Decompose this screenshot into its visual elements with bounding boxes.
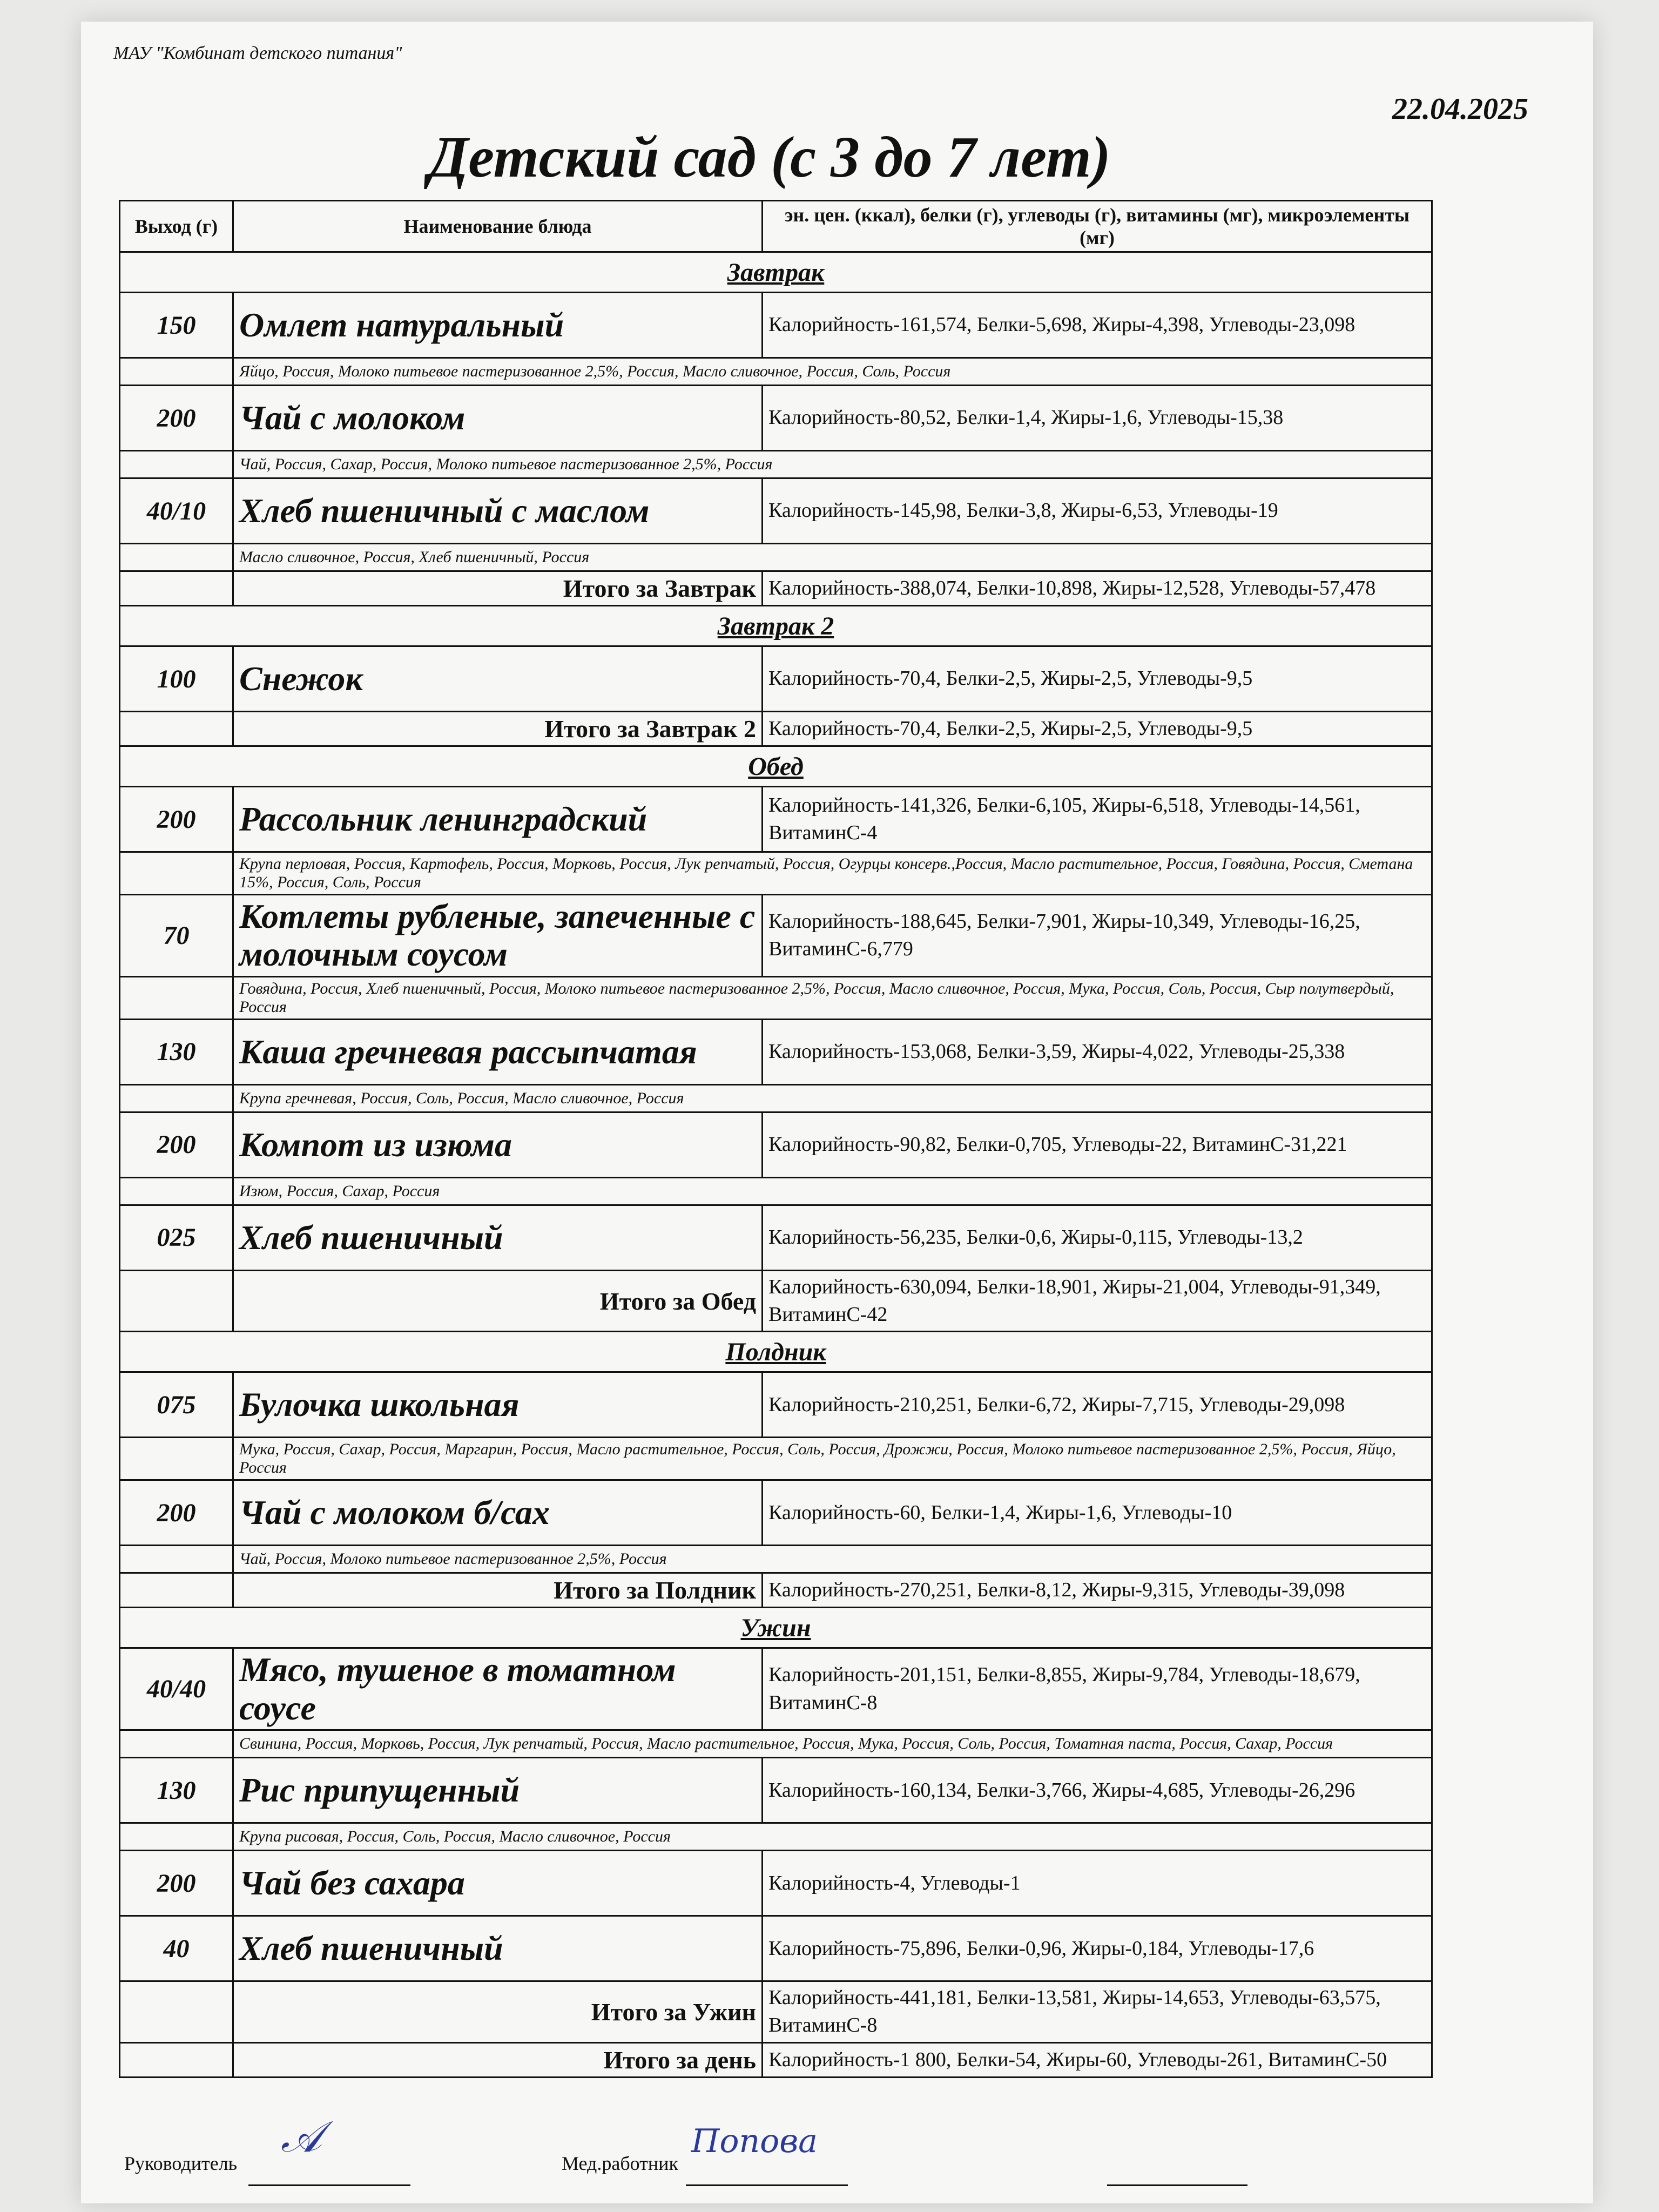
section-title: Завтрак [120,252,1432,293]
organization-name: МАУ "Комбинат детского питания" [113,43,402,63]
dish-name: Чай с молоком б/сах [233,1480,763,1546]
medic-label: Мед.работник [562,2153,678,2174]
section-total-label: Итого за Полдник [233,1573,763,1608]
dish-ingredients: Изюм, Россия, Сахар, Россия [233,1177,1432,1205]
section-total-label: Итого за Завтрак 2 [233,712,763,746]
dish-nutrition: Калорийность-153,068, Белки-3,59, Жиры-4,022, Углеводы-25,338 [763,1019,1432,1084]
day-total-nutrition: Калорийность-1 800, Белки-54, Жиры-60, Углеводы-261, ВитаминС-50 [763,2042,1432,2077]
dish-row [120,1851,1432,1916]
dish-row [120,1758,1432,1823]
menu-table [119,200,1433,2078]
dish-nutrition: Калорийность-161,574, Белки-5,698, Жиры-4,398, Углеводы-23,098 [763,293,1432,358]
dish-name: Булочка школьная [233,1372,763,1438]
section-total-nutrition: Калорийность-441,181, Белки-13,581, Жиры-14,653, Углеводы-63,575, ВитаминС-8 [763,1981,1432,2043]
dish-output: 025 [120,1205,233,1270]
dish-row [120,1480,1432,1546]
section-row [120,606,1432,646]
section-row [120,252,1432,293]
dish-nutrition: Калорийность-145,98, Белки-3,8, Жиры-6,53, Углеводы-19 [763,478,1432,544]
dish-output: 100 [120,646,233,712]
ingredients-row [120,1823,1432,1851]
section-total-nutrition: Калорийность-388,074, Белки-10,898, Жиры-12,528, Углеводы-57,478 [763,571,1432,606]
dish-name: Котлеты рубленые, запеченные с молочным соусом [233,895,763,977]
dish-output: 200 [120,787,233,852]
dish-ingredients: Мука, Россия, Сахар, Россия, Маргарин, Россия, Масло растительное, Россия, Соль, Россия, Дрожжи, Россия, Молоко питьевое пастеризованное 2,5%, Россия, Яйцо, Россия [233,1438,1432,1480]
dish-nutrition: Калорийность-90,82, Белки-0,705, Углеводы-22, ВитаминС-31,221 [763,1112,1432,1177]
ingredients-row [120,451,1432,478]
dish-output: 150 [120,293,233,358]
section-total-row [120,712,1432,746]
dish-name: Компот из изюма [233,1112,763,1177]
section-total-row [120,1981,1432,2043]
dish-nutrition: Калорийность-60, Белки-1,4, Жиры-1,6, Углеводы-10 [763,1480,1432,1546]
section-total-nutrition: Калорийность-270,251, Белки-8,12, Жиры-9,315, Углеводы-39,098 [763,1573,1432,1608]
dish-ingredients: Чай, Россия, Сахар, Россия, Молоко питьевое пастеризованное 2,5%, Россия [233,451,1432,478]
table-header [120,201,1432,252]
medic-signature: Попова [691,2122,818,2160]
section-total-label: Итого за Завтрак [233,571,763,606]
dish-name: Снежок [233,646,763,712]
menu-body [120,252,1432,2043]
dish-ingredients: Яйцо, Россия, Молоко питьевое пастеризованное 2,5%, Россия, Масло сливочное, Россия, Соль, Россия [233,358,1432,386]
dish-ingredients: Говядина, Россия, Хлеб пшеничный, Россия, Молоко питьевое пастеризованное 2,5%, Россия, Масло сливочное, Россия, Мука, Россия, Соль, Россия, Сыр полутвердый, Россия [233,976,1432,1019]
dish-row [120,1648,1432,1730]
medic-signature-line [686,2184,848,2186]
dish-ingredients: Крупа рисовая, Россия, Соль, Россия, Масло сливочное, Россия [233,1823,1432,1851]
dish-nutrition: Калорийность-80,52, Белки-1,4, Жиры-1,6, Углеводы-15,38 [763,386,1432,451]
dish-output: 200 [120,386,233,451]
dish-nutrition: Калорийность-160,134, Белки-3,766, Жиры-4,685, Углеводы-26,296 [763,1758,1432,1823]
section-title: Полдник [120,1332,1432,1372]
dish-name: Хлеб пшеничный с маслом [233,478,763,544]
dish-output: 200 [120,1851,233,1916]
ingredients-row [120,1084,1432,1112]
dish-name: Омлет натуральный [233,293,763,358]
dish-output: 200 [120,1480,233,1546]
dish-row [120,1205,1432,1270]
dish-nutrition: Калорийность-4, Углеводы-1 [763,1851,1432,1916]
section-total-label: Итого за Обед [233,1270,763,1332]
dish-row [120,478,1432,544]
dish-nutrition: Калорийность-56,235, Белки-0,6, Жиры-0,115, Углеводы-13,2 [763,1205,1432,1270]
section-total-row [120,571,1432,606]
dish-name: Чай с молоком [233,386,763,451]
dish-ingredients: Чай, Россия, Молоко питьевое пастеризованное 2,5%, Россия [233,1546,1432,1573]
section-total-row [120,1573,1432,1608]
ingredients-row [120,1438,1432,1480]
ingredients-row [120,1177,1432,1205]
page-title: Детский сад (с 3 до 7 лет) [428,125,1111,190]
section-total-row [120,1270,1432,1332]
dish-name: Рассольник ленинградский [233,787,763,852]
dish-nutrition: Калорийность-70,4, Белки-2,5, Жиры-2,5, Углеводы-9,5 [763,646,1432,712]
section-total-nutrition: Калорийность-70,4, Белки-2,5, Жиры-2,5, Углеводы-9,5 [763,712,1432,746]
dish-output: 075 [120,1372,233,1438]
director-signature-line [248,2184,410,2186]
dish-output: 130 [120,1019,233,1084]
section-row [120,746,1432,787]
dish-ingredients: Крупа перловая, Россия, Картофель, Россия, Морковь, Россия, Лук репчатый, Россия, Огурцы консерв.,Россия, Масло растительное, Россия, Говядина, Россия, Сметана 15%, Россия, Соль, Россия [233,852,1432,895]
dish-ingredients: Крупа гречневая, Россия, Соль, Россия, Масло сливочное, Россия [233,1084,1432,1112]
ingredients-row [120,544,1432,571]
dish-row [120,386,1432,451]
dish-nutrition: Калорийность-201,151, Белки-8,855, Жиры-9,784, Углеводы-18,679, ВитаминС-8 [763,1648,1432,1730]
dish-row [120,1112,1432,1177]
ingredients-row [120,1730,1432,1758]
dish-nutrition: Калорийность-210,251, Белки-6,72, Жиры-7,715, Углеводы-29,098 [763,1372,1432,1438]
dish-name: Каша гречневая рассыпчатая [233,1019,763,1084]
header-out: Выход (г) [120,201,233,252]
dish-name: Мясо, тушеное в томатном соусе [233,1648,763,1730]
dish-output: 200 [120,1112,233,1177]
dish-output: 40 [120,1916,233,1981]
dish-output: 70 [120,895,233,977]
section-row [120,1332,1432,1372]
extra-line [1107,2184,1247,2186]
dish-row [120,293,1432,358]
dish-ingredients: Свинина, Россия, Морковь, Россия, Лук репчатый, Россия, Масло растительное, Россия, Мука, Россия, Соль, Россия, Томатная паста, Россия, Сахар, Россия [233,1730,1432,1758]
dish-output: 40/40 [120,1648,233,1730]
dish-row [120,895,1432,977]
dish-row [120,1019,1432,1084]
dish-row [120,1916,1432,1981]
section-title: Ужин [120,1608,1432,1648]
header-name: Наименование блюда [233,201,763,252]
dish-nutrition: Калорийность-75,896, Белки-0,96, Жиры-0,184, Углеводы-17,6 [763,1916,1432,1981]
dish-name: Рис припущенный [233,1758,763,1823]
director-label: Руководитель [124,2153,238,2174]
dish-name: Хлеб пшеничный [233,1205,763,1270]
section-title: Завтрак 2 [120,606,1432,646]
dish-ingredients: Масло сливочное, Россия, Хлеб пшеничный, Россия [233,544,1432,571]
ingredients-row [120,852,1432,895]
ingredients-row [120,976,1432,1019]
day-total-row [120,2042,1432,2077]
ingredients-row [120,1546,1432,1573]
section-row [120,1608,1432,1648]
dish-output: 40/10 [120,478,233,544]
day-total-label: Итого за день [233,2042,763,2077]
dish-nutrition: Калорийность-141,326, Белки-6,105, Жиры-6,518, Углеводы-14,561, ВитаминС-4 [763,787,1432,852]
director-signature: 𝒜 [281,2112,322,2162]
menu-date: 22.04.2025 [1392,92,1528,126]
dish-nutrition: Калорийность-188,645, Белки-7,901, Жиры-10,349, Углеводы-16,25, ВитаминС-6,779 [763,895,1432,977]
menu-sheet [81,22,1593,2203]
section-title: Обед [120,746,1432,787]
section-total-nutrition: Калорийность-630,094, Белки-18,901, Жиры-21,004, Углеводы-91,349, ВитаминС-42 [763,1270,1432,1332]
dish-row [120,1372,1432,1438]
dish-name: Хлеб пшеничный [233,1916,763,1981]
dish-name: Чай без сахара [233,1851,763,1916]
dish-row [120,646,1432,712]
dish-output: 130 [120,1758,233,1823]
header-nutrition: эн. цен. (ккал), белки (г), углеводы (г), витамины (мг), микроэлементы (мг) [763,201,1432,252]
section-total-label: Итого за Ужин [233,1981,763,2043]
ingredients-row [120,358,1432,386]
dish-row [120,787,1432,852]
